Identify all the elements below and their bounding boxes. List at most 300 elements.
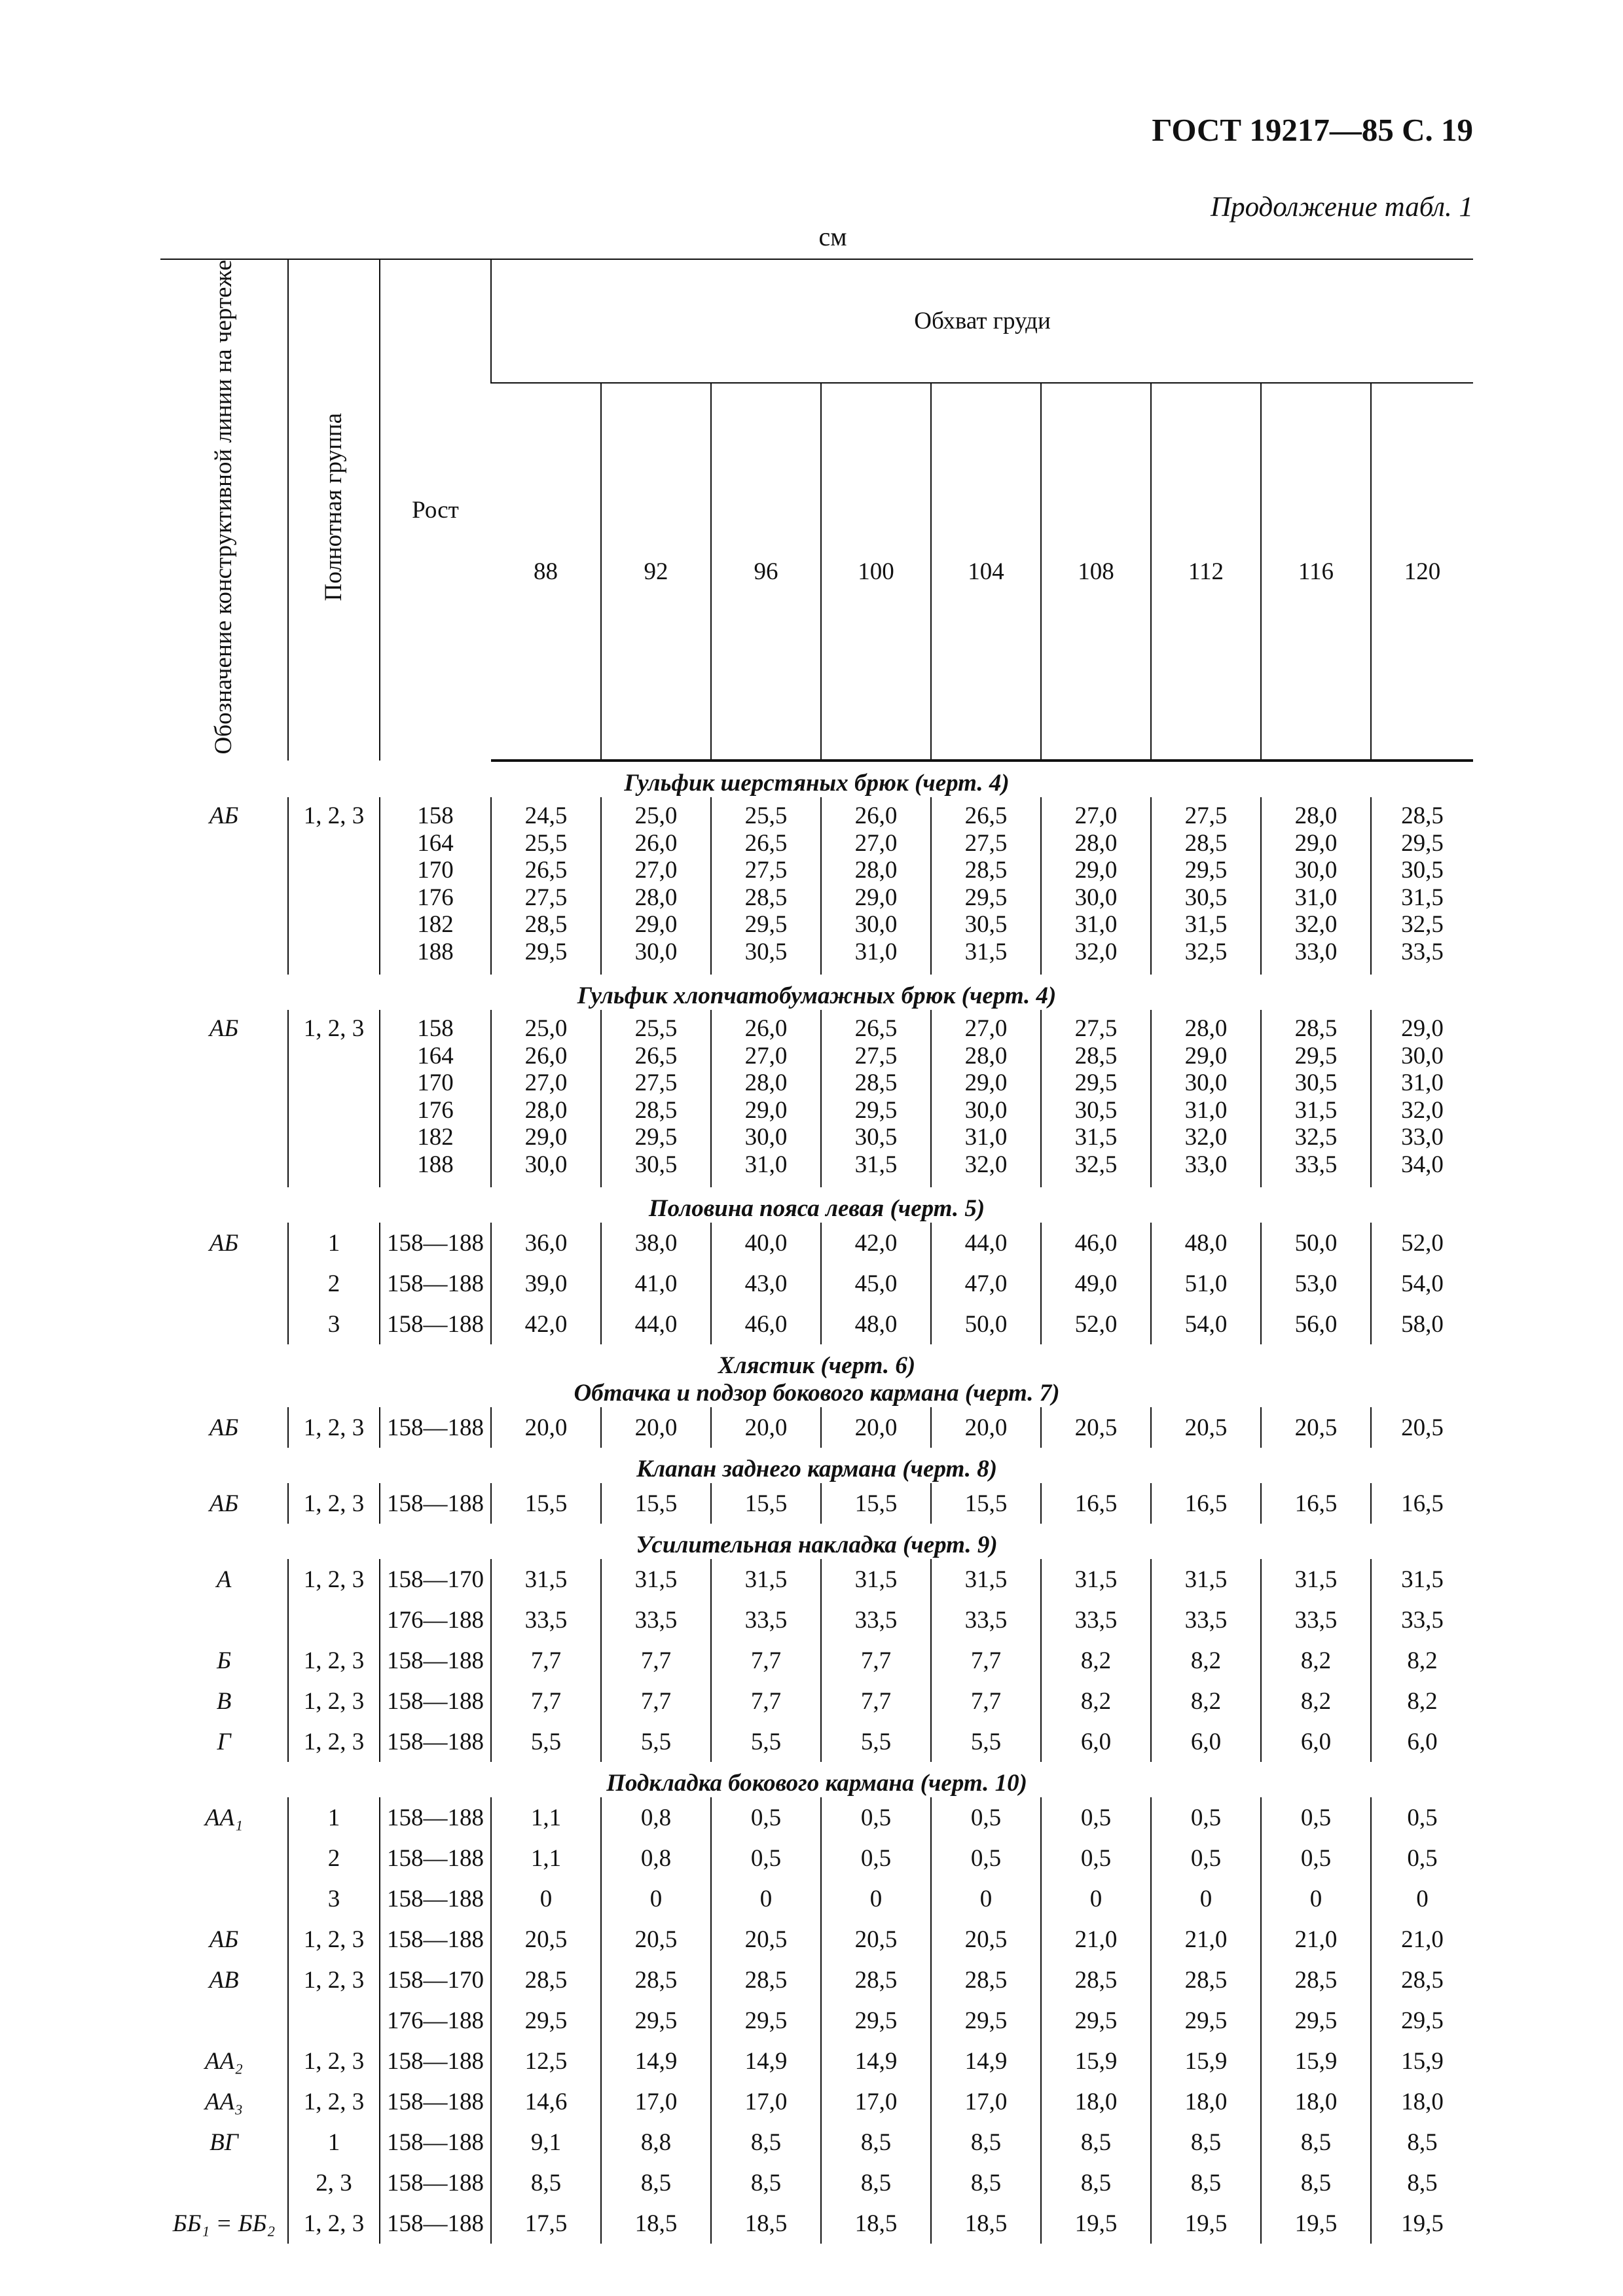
- chest-size-header: 112: [1151, 383, 1261, 761]
- value-cell: 5,5: [491, 1721, 601, 1762]
- value-cell: 20,5: [491, 1919, 601, 1960]
- height-cell: 158—188: [380, 1304, 491, 1344]
- value-cell: 31,5: [1371, 1559, 1473, 1600]
- table-row: [160, 1838, 1473, 1878]
- height-cell: 158—188: [380, 2203, 491, 2244]
- value-cell: 0,5: [711, 1838, 821, 1878]
- line-designation-cell: А: [216, 1566, 232, 1593]
- value-cell: 20,5: [601, 1919, 711, 1960]
- value-cell: 26,5 27,5 28,5 29,5 30,5 31,5: [821, 1010, 931, 1187]
- section-title-row: [160, 1187, 1473, 1223]
- value-cell: 0,5: [1041, 1838, 1151, 1878]
- value-cell: 0: [711, 1878, 821, 1919]
- value-cell: 31,5: [491, 1559, 601, 1600]
- section-title-row: [160, 1448, 1473, 1483]
- fullness-group-cell: 1: [288, 1223, 380, 1263]
- value-cell: 0: [1041, 1878, 1151, 1919]
- value-cell: 29,5: [711, 2000, 821, 2041]
- value-cell: 8,5: [821, 2122, 931, 2162]
- value-cell: 29,5: [931, 2000, 1041, 2041]
- table-row: [160, 2081, 1473, 2122]
- value-cell: 0,5: [1261, 1838, 1371, 1878]
- fullness-group-cell: 1, 2, 3: [288, 1559, 380, 1600]
- section-title: Клапан заднего кармана (черт. 8): [636, 1456, 998, 1483]
- value-cell: 28,0 29,0 30,0 31,0 32,0 33,0: [1261, 797, 1371, 975]
- value-cell: 29,0 30,0 31,0 32,0 33,0 34,0: [1371, 1010, 1473, 1187]
- page-header: ГОСТ 19217—85 С. 19: [1152, 112, 1473, 148]
- value-cell: 18,5: [931, 2203, 1041, 2244]
- table-row: [160, 1263, 1473, 1304]
- value-cell: 8,5: [1261, 2122, 1371, 2162]
- height-cell: 158 164 170 176 182 188: [380, 797, 491, 975]
- height-cell: 158—188: [380, 2081, 491, 2122]
- chest-size-header: 108: [1041, 383, 1151, 761]
- value-cell: 17,5: [491, 2203, 601, 2244]
- value-cell: 29,5: [1261, 2000, 1371, 2041]
- value-cell: 0: [491, 1878, 601, 1919]
- table-row: [160, 1600, 1473, 1640]
- value-cell: 31,5: [1041, 1559, 1151, 1600]
- chest-size-header: 104: [931, 383, 1041, 761]
- table-row: [160, 1407, 1473, 1448]
- height-cell: 158—188: [380, 1407, 491, 1448]
- value-cell: 49,0: [1041, 1263, 1151, 1304]
- height-cell: 158—188: [380, 2122, 491, 2162]
- value-cell: 26,0 27,0 28,0 29,0 30,0 31,0: [711, 1010, 821, 1187]
- value-cell: 0,5: [1371, 1797, 1473, 1838]
- value-cell: 33,5: [1041, 1600, 1151, 1640]
- height-cell: 158—188: [380, 1838, 491, 1878]
- value-cell: 0,5: [821, 1797, 931, 1838]
- value-cell: 8,5: [931, 2122, 1041, 2162]
- value-cell: 15,9: [1371, 2041, 1473, 2081]
- value-cell: 6,0: [1261, 1721, 1371, 1762]
- value-cell: 15,5: [711, 1483, 821, 1524]
- value-cell: 8,8: [601, 2122, 711, 2162]
- value-cell: 21,0: [1151, 1919, 1261, 1960]
- value-cell: 8,2: [1371, 1640, 1473, 1681]
- value-cell: 15,5: [821, 1483, 931, 1524]
- line-designation-cell: [160, 2000, 288, 2041]
- table-row: [160, 1483, 1473, 1524]
- line-designation-cell: АБ: [209, 1229, 239, 1257]
- value-cell: 46,0: [711, 1304, 821, 1344]
- height-cell: 158—188: [380, 1263, 491, 1304]
- section-title: Гульфик хлопчатобумажных брюк (черт. 4): [577, 982, 1057, 1010]
- value-cell: 0,5: [1151, 1797, 1261, 1838]
- section-title-row: [160, 1524, 1473, 1559]
- line-designation-cell: [160, 2162, 288, 2203]
- value-cell: 20,5: [821, 1919, 931, 1960]
- value-cell: 8,2: [1371, 1681, 1473, 1721]
- value-cell: 46,0: [1041, 1223, 1151, 1263]
- fullness-group-cell: 1, 2, 3: [288, 1721, 380, 1762]
- value-cell: 29,5: [1041, 2000, 1151, 2041]
- value-cell: 19,5: [1041, 2203, 1151, 2244]
- designation-header-text: Обозначение конструктивной линии на чертеже: [210, 260, 237, 755]
- table-header: [160, 259, 1473, 761]
- value-cell: 33,5: [711, 1600, 821, 1640]
- value-cell: 56,0: [1261, 1304, 1371, 1344]
- fullness-group-cell: 1: [288, 2122, 380, 2162]
- chest-size-header: 116: [1261, 383, 1371, 761]
- chest-size-header: 96: [711, 383, 821, 761]
- value-cell: 15,9: [1261, 2041, 1371, 2081]
- value-cell: 27,0 28,0 29,0 30,0 31,0 32,0: [1041, 797, 1151, 975]
- line-designation-cell: АБ: [209, 1490, 239, 1517]
- value-cell: 0,5: [931, 1797, 1041, 1838]
- value-cell: 8,5: [1041, 2162, 1151, 2203]
- value-cell: 28,5: [711, 1960, 821, 2000]
- value-cell: 6,0: [1371, 1721, 1473, 1762]
- unit-label: см: [818, 222, 847, 251]
- value-cell: 25,0 26,0 27,0 28,0 29,0 30,0: [601, 797, 711, 975]
- value-cell: 39,0: [491, 1263, 601, 1304]
- value-cell: 0: [601, 1878, 711, 1919]
- section-title-row: [160, 975, 1473, 1010]
- line-designation-cell: АА₂: [204, 2047, 244, 2075]
- fullness-group-cell: 2, 3: [288, 2162, 380, 2203]
- height-cell: 158—170: [380, 1960, 491, 2000]
- value-cell: 12,5: [491, 2041, 601, 2081]
- value-cell: 45,0: [821, 1263, 931, 1304]
- line-designation-cell: [160, 1600, 288, 1640]
- value-cell: 8,5: [1261, 2162, 1371, 2203]
- value-cell: 21,0: [1261, 1919, 1371, 1960]
- value-cell: 17,0: [931, 2081, 1041, 2122]
- value-cell: 27,5 28,5 29,5 30,5 31,5 32,5: [1151, 797, 1261, 975]
- value-cell: 54,0: [1371, 1263, 1473, 1304]
- value-cell: 5,5: [711, 1721, 821, 1762]
- height-cell: 158 164 170 176 182 188: [380, 1010, 491, 1187]
- chest-size-header: 100: [821, 383, 931, 761]
- value-cell: 26,5 27,5 28,5 29,5 30,5 31,5: [931, 797, 1041, 975]
- value-cell: 17,0: [821, 2081, 931, 2122]
- line-designation-cell: ВГ: [210, 2128, 238, 2156]
- value-cell: 33,5: [821, 1600, 931, 1640]
- value-cell: 8,5: [711, 2122, 821, 2162]
- value-cell: 7,7: [491, 1640, 601, 1681]
- value-cell: 31,5: [601, 1559, 711, 1600]
- value-cell: 18,0: [1371, 2081, 1473, 2122]
- value-cell: 52,0: [1041, 1304, 1151, 1344]
- value-cell: 0: [1371, 1878, 1473, 1919]
- value-cell: 48,0: [1151, 1223, 1261, 1263]
- value-cell: 5,5: [931, 1721, 1041, 1762]
- section-title: Гульфик шерстяных брюк (черт. 4): [624, 770, 1010, 797]
- value-cell: 52,0: [1371, 1223, 1473, 1263]
- value-cell: 20,0: [931, 1407, 1041, 1448]
- value-cell: 28,0 29,0 30,0 31,0 32,0 33,0: [1151, 1010, 1261, 1187]
- line-designation-cell: Г: [217, 1728, 231, 1755]
- value-cell: 8,5: [821, 2162, 931, 2203]
- line-designation-cell: АБ: [209, 1926, 239, 1953]
- value-cell: 42,0: [821, 1223, 931, 1263]
- value-cell: 17,0: [601, 2081, 711, 2122]
- value-cell: 28,5: [1151, 1960, 1261, 2000]
- fullness-group-cell: 3: [288, 1878, 380, 1919]
- value-cell: 16,5: [1261, 1483, 1371, 1524]
- value-cell: 8,5: [1371, 2122, 1473, 2162]
- section-title-row: [160, 1762, 1473, 1797]
- value-cell: 0,5: [821, 1838, 931, 1878]
- value-cell: 20,5: [1041, 1407, 1151, 1448]
- value-cell: 15,5: [931, 1483, 1041, 1524]
- value-cell: 20,5: [1261, 1407, 1371, 1448]
- value-cell: 8,5: [1041, 2122, 1151, 2162]
- value-cell: 1,1: [491, 1797, 601, 1838]
- line-designation-cell: АБ: [209, 1015, 239, 1043]
- value-cell: 0,5: [1151, 1838, 1261, 1878]
- value-cell: 0,5: [1261, 1797, 1371, 1838]
- value-cell: 14,9: [931, 2041, 1041, 2081]
- value-cell: 8,5: [601, 2162, 711, 2203]
- value-cell: 18,5: [601, 2203, 711, 2244]
- table-row: [160, 1223, 1473, 1263]
- value-cell: 16,5: [1371, 1483, 1473, 1524]
- value-cell: 24,5 25,5 26,5 27,5 28,5 29,5: [491, 797, 601, 975]
- group-header-text: Полнотная группа: [319, 413, 347, 601]
- value-cell: 31,5: [711, 1559, 821, 1600]
- value-cell: 20,0: [711, 1407, 821, 1448]
- chest-size-header: 88: [491, 383, 601, 761]
- table-continuation-label: Продолжение табл. 1: [1211, 192, 1473, 223]
- value-cell: 14,9: [711, 2041, 821, 2081]
- value-cell: 53,0: [1261, 1263, 1371, 1304]
- value-cell: 27,0 28,0 29,0 30,0 31,0 32,0: [931, 1010, 1041, 1187]
- value-cell: 18,5: [711, 2203, 821, 2244]
- value-cell: 19,5: [1151, 2203, 1261, 2244]
- height-cell: 176—188: [380, 2000, 491, 2041]
- value-cell: 31,5: [1261, 1559, 1371, 1600]
- height-cell: 176—188: [380, 1600, 491, 1640]
- table-row: [160, 797, 1473, 975]
- value-cell: 6,0: [1151, 1721, 1261, 1762]
- height-cell: 158—188: [380, 1640, 491, 1681]
- value-cell: 8,2: [1151, 1681, 1261, 1721]
- value-cell: 48,0: [821, 1304, 931, 1344]
- value-cell: 0: [931, 1878, 1041, 1919]
- value-cell: 8,2: [1041, 1640, 1151, 1681]
- value-cell: 51,0: [1151, 1263, 1261, 1304]
- value-cell: 14,9: [821, 2041, 931, 2081]
- value-cell: 50,0: [931, 1304, 1041, 1344]
- value-cell: 7,7: [821, 1640, 931, 1681]
- value-cell: 58,0: [1371, 1304, 1473, 1344]
- table-row: [160, 2162, 1473, 2203]
- value-cell: 28,5: [1261, 1960, 1371, 2000]
- section-title: Подкладка бокового кармана (черт. 10): [606, 1770, 1027, 1797]
- value-cell: 29,5: [1151, 2000, 1261, 2041]
- value-cell: 0,5: [1041, 1797, 1151, 1838]
- height-cell: 158—188: [380, 1919, 491, 1960]
- fullness-group-cell: 1, 2, 3: [288, 797, 380, 975]
- table-row: [160, 2000, 1473, 2041]
- fullness-group-cell: [288, 1600, 380, 1640]
- value-cell: 31,5: [821, 1559, 931, 1600]
- table-row: [160, 2203, 1473, 2244]
- value-cell: 20,0: [601, 1407, 711, 1448]
- value-cell: 29,5: [1371, 2000, 1473, 2041]
- value-cell: 29,5: [491, 2000, 601, 2041]
- value-cell: 7,7: [601, 1681, 711, 1721]
- line-designation-cell: [160, 1304, 288, 1344]
- value-cell: 0: [1151, 1878, 1261, 1919]
- height-cell: 158—170: [380, 1559, 491, 1600]
- line-designation-cell: АБ: [209, 1414, 239, 1441]
- value-cell: 20,0: [491, 1407, 601, 1448]
- table-row: [160, 1797, 1473, 1838]
- value-cell: 15,9: [1041, 2041, 1151, 2081]
- value-cell: 7,7: [711, 1681, 821, 1721]
- line-designation-cell: [160, 1838, 288, 1878]
- value-cell: 29,5: [601, 2000, 711, 2041]
- table-row: [160, 1919, 1473, 1960]
- fullness-group-cell: 2: [288, 1263, 380, 1304]
- value-cell: 0,8: [601, 1838, 711, 1878]
- value-cell: 17,0: [711, 2081, 821, 2122]
- value-cell: 41,0: [601, 1263, 711, 1304]
- value-cell: 20,0: [821, 1407, 931, 1448]
- value-cell: 25,5 26,5 27,5 28,5 29,5 30,5: [711, 797, 821, 975]
- table-row: [160, 1304, 1473, 1344]
- designation-header: [160, 259, 288, 761]
- table-row: [160, 1010, 1473, 1187]
- fullness-group-cell: 1, 2, 3: [288, 2041, 380, 2081]
- table-body: [160, 761, 1473, 2244]
- height-cell: 158—188: [380, 2041, 491, 2081]
- value-cell: 7,7: [711, 1640, 821, 1681]
- section-title-row: [160, 761, 1473, 797]
- line-designation-cell: В: [216, 1687, 232, 1715]
- value-cell: 54,0: [1151, 1304, 1261, 1344]
- value-cell: 8,5: [1151, 2162, 1261, 2203]
- table-row: [160, 1559, 1473, 1600]
- value-cell: 42,0: [491, 1304, 601, 1344]
- fullness-group-cell: 1, 2, 3: [288, 2203, 380, 2244]
- value-cell: 27,5 28,5 29,5 30,5 31,5 32,5: [1041, 1010, 1151, 1187]
- value-cell: 31,5: [931, 1559, 1041, 1600]
- value-cell: 7,7: [601, 1640, 711, 1681]
- value-cell: 15,5: [491, 1483, 601, 1524]
- value-cell: 1,1: [491, 1838, 601, 1878]
- fullness-group-cell: 1, 2, 3: [288, 1407, 380, 1448]
- value-cell: 21,0: [1041, 1919, 1151, 1960]
- value-cell: 36,0: [491, 1223, 601, 1263]
- fullness-group-cell: 1, 2, 3: [288, 1919, 380, 1960]
- value-cell: 28,5 29,5 30,5 31,5 32,5 33,5: [1261, 1010, 1371, 1187]
- table-row: [160, 1681, 1473, 1721]
- value-cell: 8,5: [491, 2162, 601, 2203]
- value-cell: 19,5: [1261, 2203, 1371, 2244]
- value-cell: 0: [821, 1878, 931, 1919]
- line-designation-cell: [160, 1263, 288, 1304]
- fullness-group-cell: 1, 2, 3: [288, 2081, 380, 2122]
- value-cell: 5,5: [601, 1721, 711, 1762]
- value-cell: 43,0: [711, 1263, 821, 1304]
- table-row: [160, 1640, 1473, 1681]
- value-cell: 40,0: [711, 1223, 821, 1263]
- value-cell: 28,5: [1041, 1960, 1151, 2000]
- height-cell: 158—188: [380, 2162, 491, 2203]
- value-cell: 33,5: [1371, 1600, 1473, 1640]
- value-cell: 29,5: [821, 2000, 931, 2041]
- value-cell: 8,2: [1261, 1640, 1371, 1681]
- value-cell: 28,5: [491, 1960, 601, 2000]
- value-cell: 28,5: [931, 1960, 1041, 2000]
- table-row: [160, 2122, 1473, 2162]
- value-cell: 6,0: [1041, 1721, 1151, 1762]
- value-cell: 33,5: [1261, 1600, 1371, 1640]
- line-designation-cell: АА₁: [204, 1804, 244, 1831]
- value-cell: 47,0: [931, 1263, 1041, 1304]
- group-header: [288, 259, 380, 761]
- value-cell: 8,2: [1041, 1681, 1151, 1721]
- section-title: Половина пояса левая (черт. 5): [648, 1195, 985, 1223]
- fullness-group-cell: 1, 2, 3: [288, 1010, 380, 1187]
- value-cell: 21,0: [1371, 1919, 1473, 1960]
- line-designation-cell: ББ₁ = ББ₂: [172, 2210, 276, 2237]
- value-cell: 5,5: [821, 1721, 931, 1762]
- height-cell: 158—188: [380, 1483, 491, 1524]
- line-designation-cell: АБ: [209, 802, 239, 830]
- chest-size-header: 92: [601, 383, 711, 761]
- height-cell: 158—188: [380, 1681, 491, 1721]
- value-cell: 0,5: [931, 1838, 1041, 1878]
- value-cell: 28,5 29,5 30,5 31,5 32,5 33,5: [1371, 797, 1473, 975]
- value-cell: 0,5: [1371, 1838, 1473, 1878]
- fullness-group-cell: [288, 2000, 380, 2041]
- height-header: Рост: [380, 259, 491, 761]
- line-designation-cell: АА₃: [204, 2088, 244, 2115]
- value-cell: 25,5 26,5 27,5 28,5 29,5 30,5: [601, 1010, 711, 1187]
- table-row: [160, 1721, 1473, 1762]
- fullness-group-cell: 1, 2, 3: [288, 1640, 380, 1681]
- value-cell: 14,9: [601, 2041, 711, 2081]
- value-cell: 7,7: [931, 1640, 1041, 1681]
- value-cell: 20,5: [711, 1919, 821, 1960]
- size-table: [160, 259, 1473, 2244]
- value-cell: 9,1: [491, 2122, 601, 2162]
- value-cell: 38,0: [601, 1223, 711, 1263]
- value-cell: 18,0: [1041, 2081, 1151, 2122]
- value-cell: 8,2: [1151, 1640, 1261, 1681]
- value-cell: 0: [1261, 1878, 1371, 1919]
- value-cell: 8,5: [931, 2162, 1041, 2203]
- value-cell: 8,5: [1151, 2122, 1261, 2162]
- value-cell: 7,7: [931, 1681, 1041, 1721]
- value-cell: 20,5: [1151, 1407, 1261, 1448]
- value-cell: 0,8: [601, 1797, 711, 1838]
- value-cell: 15,9: [1151, 2041, 1261, 2081]
- value-cell: 18,0: [1261, 2081, 1371, 2122]
- line-designation-cell: АВ: [209, 1966, 239, 1994]
- value-cell: 50,0: [1261, 1223, 1371, 1263]
- fullness-group-cell: 1: [288, 1797, 380, 1838]
- value-cell: 19,5: [1371, 2203, 1473, 2244]
- value-cell: 25,0 26,0 27,0 28,0 29,0 30,0: [491, 1010, 601, 1187]
- height-cell: 158—188: [380, 1223, 491, 1263]
- line-designation-cell: [160, 1878, 288, 1919]
- value-cell: 20,5: [931, 1919, 1041, 1960]
- value-cell: 28,5: [821, 1960, 931, 2000]
- value-cell: 33,5: [1151, 1600, 1261, 1640]
- section-title: Хлястик (черт. 6) Обтачка и подзор бокового кармана (черт. 7): [574, 1352, 1060, 1407]
- value-cell: 20,5: [1371, 1407, 1473, 1448]
- value-cell: 14,6: [491, 2081, 601, 2122]
- value-cell: 7,7: [821, 1681, 931, 1721]
- height-cell: 158—188: [380, 1797, 491, 1838]
